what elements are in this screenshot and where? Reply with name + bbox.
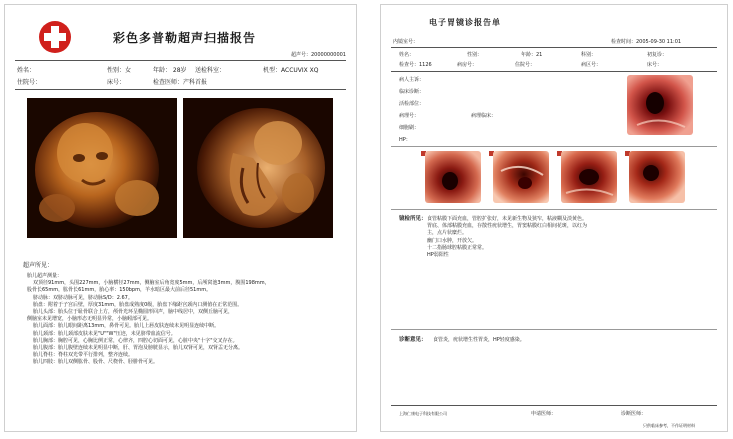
fetal-3d-ultrasound-image-1 (27, 98, 177, 238)
patient-age-field: 年龄： 28岁 (153, 67, 187, 74)
clinical-diagnosis-label: 临床诊断： (399, 89, 425, 95)
chief-complaint-label: 病人主诉： (399, 77, 425, 83)
endoscopy-image-4 (629, 151, 685, 203)
finding-line: 胎儿面部：胎儿眼间距离13mm，鼻骨可见。胎儿上唇皮肤连续未见明显连续中断。 (33, 323, 220, 330)
ultrasound-report-page (4, 4, 357, 432)
examining-doctor-field: 检查医师：产科首报 (153, 79, 208, 86)
endoscopy-image-3 (561, 151, 617, 203)
finding-line: 脐动脉：双脐动脉可见，脐动脉S/D：2.67。 (33, 294, 133, 301)
dept-field: 科别： (581, 52, 597, 58)
exam-time: 检查时间：2005-09-30 11:01 (611, 39, 682, 45)
endoscopy-image-1 (425, 151, 481, 203)
finding-line: 侧脑室未见增宽，小脑形态无明显异常，小脑蚓部可见。 (27, 316, 153, 323)
hp-label: HP： (399, 137, 411, 143)
patient-name-field: 姓名： (17, 67, 36, 74)
finding-line: 双顶径91mm，头围227mm，小脑横径27mm，侧脑室后角宽度5mm，后颅窝池3mm，腹围198mm， (33, 280, 270, 287)
pathology-number-label: 病理号： (399, 113, 420, 119)
scope-finding-line: 幽门口水肿，开放欠。 (427, 237, 478, 244)
first-review-field: 初复诊： (647, 52, 668, 58)
pathology-clinical-label: 病理临床： (471, 113, 497, 119)
endoscopy-image-main (627, 75, 693, 135)
diagnosis-text: 食管炎，疣状增生性胃炎，HP轻度感染。 (433, 337, 525, 343)
scope-findings (427, 216, 717, 259)
scope-finding-line: 胃底、体部粘膜充血，存散性疣状增生，胃窦粘膜红白相间花斑，以红为 (427, 223, 588, 230)
findings-title: 超声所见： (23, 262, 54, 269)
requesting-physician-label: 申请医师： (531, 411, 557, 417)
cell-brush-label: 细胞刷： (399, 125, 420, 131)
inpatient-number-field: 住院号： (17, 79, 42, 86)
red-cross-logo (39, 21, 71, 53)
disclaimer-note: 只供临床参考，不作证明材料 (643, 423, 695, 428)
endoscopy-report-title: 电子胃镜诊报告单 (429, 18, 501, 27)
finding-line: 胎儿颈部：胎儿颈部皮肤未见"U""W"压迹，未见脐带血流信号。 (33, 330, 176, 337)
ultrasound-report-title: 彩色多普勒超声扫描报告 (113, 31, 257, 45)
scope-finding-line: 十二指肠球腔粘膜正常常。 (427, 244, 488, 251)
endoscopy-room-number: 内镜室号： (393, 39, 419, 45)
scope-finding-line: 主，点片状糜烂。 (427, 230, 468, 237)
bed-number-field: 床号： (107, 79, 126, 86)
exam-number-field: 检查号：1126 (399, 62, 432, 68)
fetal-3d-ultrasound-image-2 (183, 98, 333, 238)
company-name: 上海仁康电子科技有限公司 (399, 411, 447, 416)
scope-findings-label: 镜检所见： (399, 216, 427, 222)
patient-sex-field: 性别：女 (107, 67, 132, 74)
finding-line: 胎盘：附着于子宫后壁，厚度31mm，胎盘成熟度0级，胎盘下缘距宫颈内口测值在正常范围。 (33, 301, 243, 308)
diagnosing-physician-label: 诊断医师： (621, 411, 647, 417)
biopsy-site-label: 活检部位： (399, 101, 425, 107)
finding-line: 股骨长65mm，肱骨长61mm，胎心率：150bpm，羊水暗区最大前后径51mm。 (27, 287, 212, 294)
finding-line: 胎儿胸部：胸腔可见，心胸比例正常，心律齐，四腔心切面可见，心脏中央"十字"交叉存在。 (33, 337, 238, 344)
finding-line: 胎儿头部：胎头位于耻骨联合上方，颅骨光环呈椭圆形回声，脑中线居中，双侧丘脑可见， (33, 309, 234, 316)
ultrasound-exam-number: 超声号：20000000001 (291, 52, 346, 58)
area-number-field: 病区号： (581, 62, 602, 68)
finding-line: 胎儿脊柱：脊柱双光带平行排列，整齐连续。 (33, 352, 134, 359)
machine-model-field: 机型：ACCUVIX XQ (263, 67, 319, 74)
ward-number-field: 病房号： (457, 62, 478, 68)
finding-line: 胎儿腹部：胎儿腹壁连续未见明显中断，肝、胃泡及膀胱显示，胎儿双肾可见，双肾盂无分离。 (33, 345, 244, 352)
endoscopy-image-2 (493, 151, 549, 203)
scope-finding-line: 食管粘膜下面充血，管腔扩张好，未见新生物及狭窄，粘液糊及淡黄色。 (427, 216, 588, 222)
patient-name-field: 姓名： (399, 52, 415, 58)
finding-line: 胎儿超声测量： (27, 273, 63, 279)
inpatient-number-field: 住院号： (515, 62, 536, 68)
referring-dept-field: 送检科室： (195, 67, 226, 74)
finding-line: 胎儿四肢：胎儿双侧肱骨、股骨、尺桡骨、胫腓骨可见。 (33, 359, 159, 366)
patient-age-field: 年龄：21 (521, 52, 543, 58)
diagnosis-label: 诊断意见： (399, 337, 427, 343)
patient-sex-field: 性别： (467, 52, 483, 58)
bed-number-field: 床号： (647, 62, 663, 68)
endoscopy-report-page (380, 4, 728, 432)
ultrasound-findings (27, 273, 347, 367)
scope-finding-line: HP弱阳性 (427, 252, 449, 259)
